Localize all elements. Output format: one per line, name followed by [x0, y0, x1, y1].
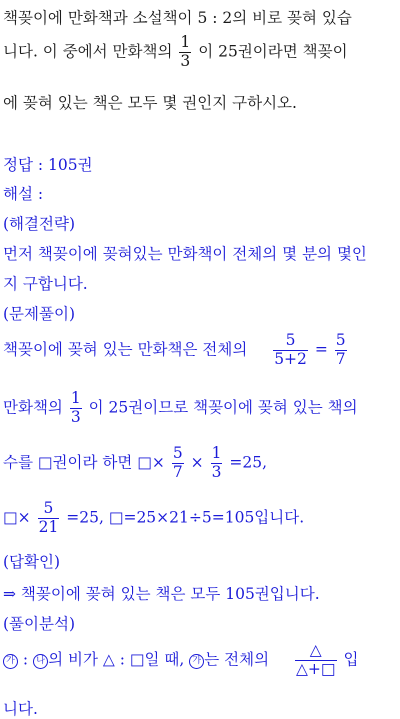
- fraction-denominator: 21: [38, 517, 59, 536]
- check-line: ⇒ 책꽂이에 꽂혀 있는 책은 모두 105권입니다.: [3, 585, 320, 603]
- analysis-line-1-post: 입: [343, 650, 359, 669]
- circled-ga-symbol: 가: [3, 654, 18, 669]
- fraction-denominator: △+□: [295, 659, 336, 678]
- explanation-label: 해설 :: [3, 185, 44, 203]
- fraction-denominator: 5+2: [274, 349, 307, 368]
- times-sign: ×: [190, 453, 204, 472]
- solution-line-3-post: =25,: [229, 453, 268, 472]
- equals-sign: =: [314, 340, 328, 359]
- analysis-separator: :: [18, 650, 34, 669]
- question-line-3: 에 꽂혀 있는 책은 모두 몇 권인지 구하시오.: [3, 94, 297, 112]
- analysis-label: (풀이분석): [3, 615, 75, 633]
- solution-line-2-pre: 만화책의: [3, 398, 63, 417]
- analysis-whole-text: 는 전체의: [204, 650, 270, 669]
- answer-line: 정답 : 105권: [3, 156, 93, 174]
- fraction-five-sevenths: [172, 445, 184, 482]
- fraction-triangle-over-sum: [295, 642, 337, 679]
- solution-line-1-text: 책꽂이에 꽂혀 있는 만화책은 전체의: [3, 340, 248, 359]
- strategy-line-1: 먼저 책꽂이에 꽂혀있는 만화책이 전체의 몇 분의 몇인: [3, 245, 367, 263]
- solution-line-3-pre: 수를 □권이라 하면 □×: [3, 453, 165, 472]
- question-line-2-post: 이 25권이라면 책꽂이: [198, 42, 348, 61]
- analysis-line-2: 니다.: [3, 700, 38, 718]
- solution-line-4: [3, 500, 304, 537]
- question-line-2: [3, 34, 348, 71]
- fraction-numerator: 1: [70, 389, 81, 407]
- fraction-denominator: 7: [335, 349, 346, 368]
- fraction-numerator: 5: [335, 331, 346, 349]
- fraction-denominator: 7: [172, 462, 183, 481]
- solution-label: (문제풀이): [3, 305, 75, 323]
- fraction-denominator: 3: [70, 407, 81, 426]
- question-line-1: 책꽂이에 만화책과 소설책이 5 : 2의 비로 꽂혀 있습: [3, 9, 352, 27]
- fraction-five-twentyoneths: [38, 500, 60, 537]
- strategy-line-2: 지 구합니다.: [3, 275, 88, 293]
- fraction-numerator: △: [295, 642, 337, 661]
- solution-line-3: [3, 445, 267, 482]
- fraction-numerator: 1: [211, 444, 222, 462]
- analysis-line-1: [3, 642, 358, 679]
- solution-line-2: [3, 390, 358, 427]
- question-line-2-pre: 니다. 이 중에서 만화책의: [3, 42, 173, 61]
- fraction-numerator: 5: [172, 444, 183, 462]
- fraction-one-third: [179, 34, 191, 71]
- fraction-one-third: [211, 445, 223, 482]
- fraction-five-sevenths: [335, 332, 347, 369]
- circled-na-symbol: 나: [33, 654, 48, 669]
- fraction-numerator: 5: [38, 500, 60, 519]
- solution-line-2-post: 이 25권이므로 책꽂이에 꽂혀 있는 책의: [88, 398, 358, 417]
- circled-ga-symbol: 가: [189, 654, 204, 669]
- fraction-denominator: 3: [211, 462, 222, 481]
- solution-line-1: [3, 332, 349, 369]
- fraction-one-third: [70, 390, 82, 427]
- check-label: (답확인): [3, 553, 61, 571]
- analysis-ratio-text: 의 비가 △ : □일 때,: [48, 650, 185, 669]
- fraction-numerator: 1: [180, 33, 191, 51]
- fraction-numerator: 5: [273, 332, 308, 351]
- fraction-five-over-five-plus-two: [273, 332, 308, 369]
- fraction-denominator: 3: [180, 51, 191, 70]
- solution-line-4-post: =25, □=25×21÷5=105입니다.: [66, 508, 305, 527]
- solution-line-4-pre: □×: [3, 508, 31, 527]
- strategy-label: (해결전략): [3, 215, 75, 233]
